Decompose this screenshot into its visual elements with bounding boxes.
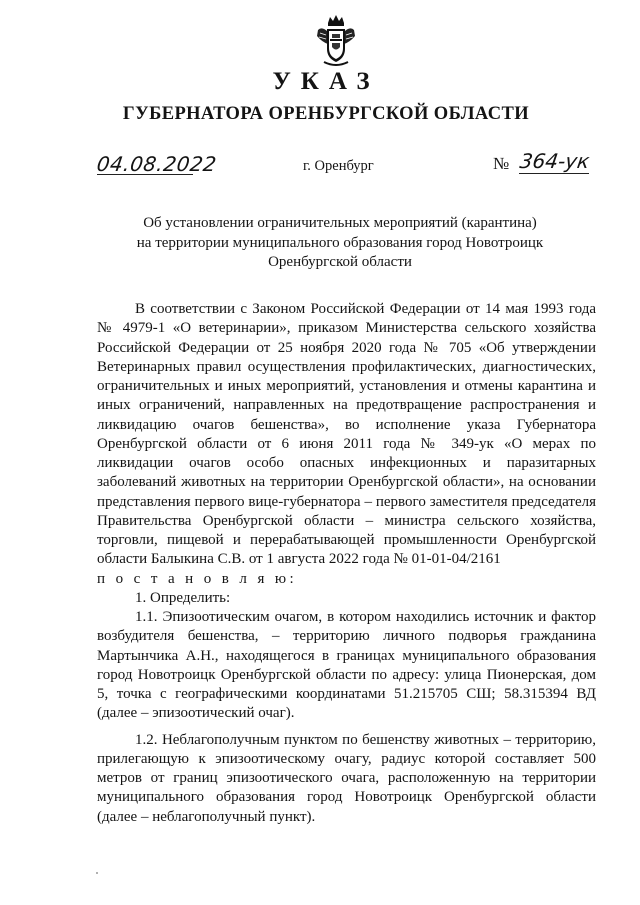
decree-body: [97, 300, 596, 827]
coat-of-arms-icon: [314, 14, 358, 68]
item-1-1: 1.1. Эпизоотическим очагом, в котором находились источник и фактор возбудителя бешенства, – территорию личного подворья гражданина Мартынчика А.Н., находящегося в границах муниципального образования город Новотроицк Оренбургской области по адресу: улица Пионерская, дом 5, точка с географическими координатами 51.215705 СШ; 58.315394 ВД (далее – эпизоотический очаг).: [97, 609, 596, 722]
number-underline: [519, 173, 589, 174]
subject-line-1: Об установлении ограничительных мероприятий (карантина): [143, 215, 537, 231]
resolve-line: п о с т а н о в л я ю:: [97, 570, 298, 587]
number-sign: №: [493, 154, 510, 173]
preamble-paragraph: В соответствии с Законом Российской Федерации от 14 мая 1993 года № 4979-1 «О ветеринарии», приказом Министерства сельского хозяйства Российской Федерации от 25 ноября 2020 года № 705 «Об утверждении Ветеринарных правил осуществления профилактических, диагностических, ограничительных и иных мероприятий, установления и отмены карантина и иных ограничений, направленных на предотвращение распространения и ликвидацию очагов бешенства», во исполнение указа Губернатора Оренбургской области от 6 июня 2011 года № 349-ук «О мерах по ликвидации очагов особо опасных инфекционных и паразитарных заболеваний животных на территории Оренбургской области», на основании представления первого вице-губернатора – первого заместителя председателя Правительства Оренбургской области – министра сельского хозяйства, торговли, пищевой и перерабатывающей промышленности Оренбургской области Балыкина С.В. от 1 августа 2022 года № 01-01-04/2161: [97, 301, 596, 568]
decree-title: УКАЗ: [272, 68, 380, 95]
subject-line-2: на территории муниципального образования город Новотроицк: [136, 234, 544, 251]
subject-line-3: Оренбургской области: [268, 254, 412, 270]
item-1-2: 1.2. Неблагополучным пунктом по бешенству животных – территорию, прилегающую к эпизоотическому очагу, радиус которой составляет 500 метров от границ эпизоотического очага, расположенную на территории муниципального образования город Новотроицк Оренбургской области (далее – неблагополучный пункт).: [97, 731, 596, 825]
date-underline: [97, 174, 193, 175]
decree-date: 04.08.2022: [95, 152, 219, 176]
authority-title: ГУБЕРНАТОРА ОРЕНБУРГСКОЙ ОБЛАСТИ: [122, 104, 530, 124]
decree-number: 364-ук: [518, 149, 591, 173]
item-1: 1. Определить:: [135, 589, 231, 606]
scan-speck: [96, 872, 98, 874]
decree-subject: [110, 214, 570, 273]
city-label: г. Оренбург: [303, 158, 374, 174]
